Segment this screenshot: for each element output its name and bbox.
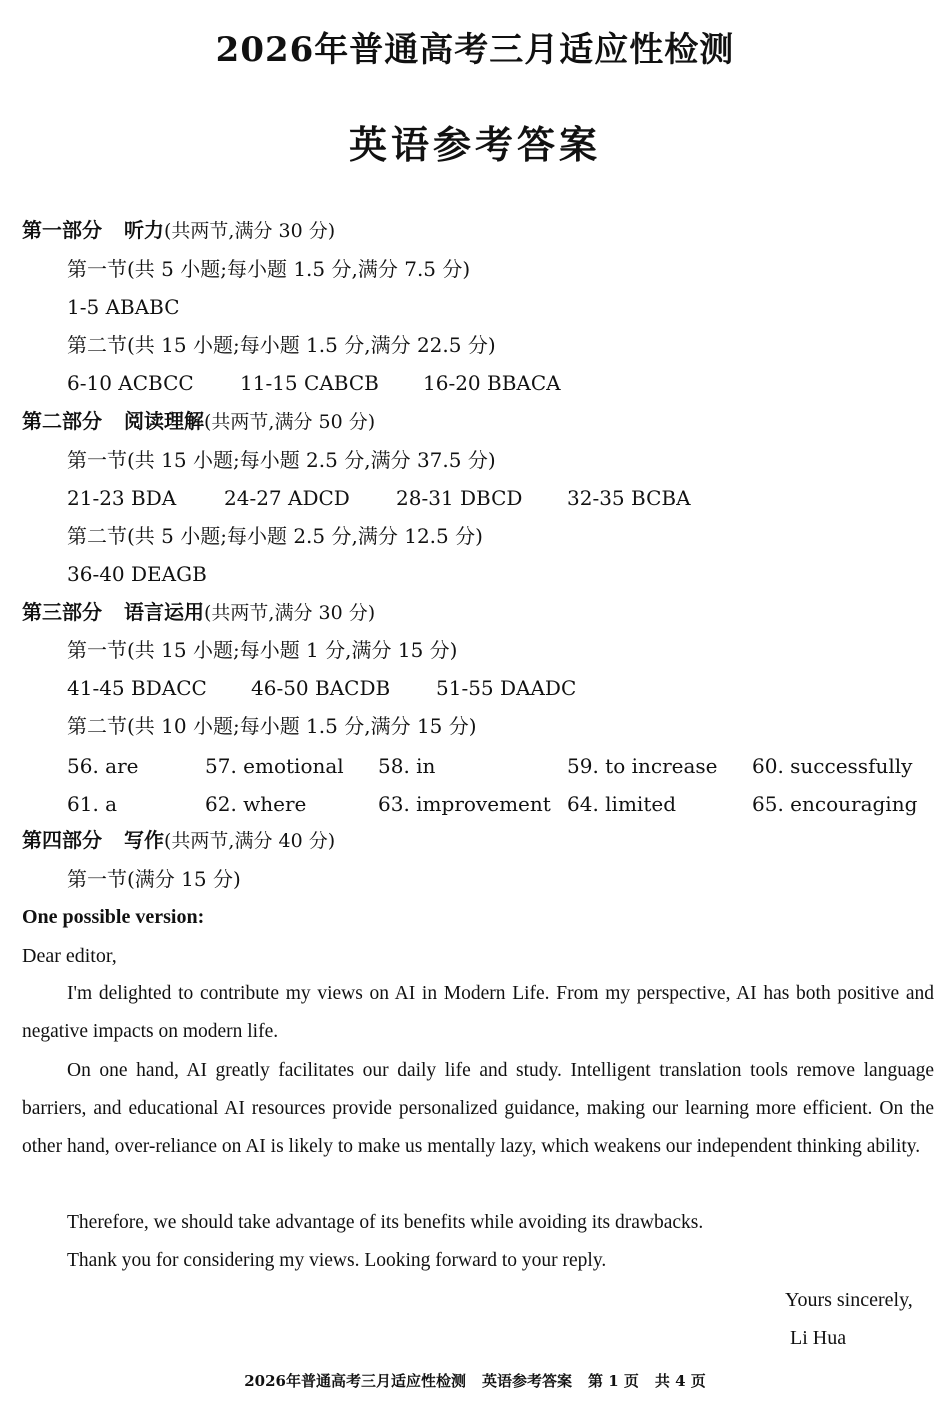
footer-doc: 英语参考答案 <box>481 1372 572 1390</box>
footer-total: 共 4 页 <box>654 1372 706 1390</box>
cloze-answer: 64. limited <box>567 792 676 816</box>
part-label: 第四部分 <box>22 828 102 852</box>
essay-paragraph: On one hand, AI greatly facilitates our daily life and study. Intelligent translation tools remove language barriers, and educational AI resources provide personalized guidance, making our learning more efficient. On the other hand, over-reliance on AI is likely to make us mentally lazy, which weakens our independent thinking ability. <box>22 1060 934 1157</box>
sample-essay-label: One possible version: <box>22 906 205 928</box>
answer-group: 16-20 BBACA <box>423 371 561 395</box>
cloze-answer: 58. in <box>378 754 436 778</box>
answer-group: 1-5 ABABC <box>67 295 180 319</box>
cloze-answer: 63. improvement <box>378 792 551 816</box>
section-title: 第二节(共 5 小题;每小题 2.5 分,满分 12.5 分) <box>67 524 483 548</box>
cloze-answer: 57. emotional <box>205 754 344 778</box>
part-note: (共两节,满分 40 分) <box>164 830 336 852</box>
section-title: 第二节(共 15 小题;每小题 1.5 分,满分 22.5 分) <box>67 333 496 357</box>
section-title: 第二节(共 10 小题;每小题 1.5 分,满分 15 分) <box>67 714 477 738</box>
footer-page: 第 1 页 <box>587 1372 639 1390</box>
footer-exam: 2026年普通高考三月适应性检测 <box>244 1372 466 1390</box>
section-title: 第一节(共 5 小题;每小题 1.5 分,满分 7.5 分) <box>67 257 471 281</box>
section-title: 第一节(共 15 小题;每小题 1 分,满分 15 分) <box>67 638 458 662</box>
answer-group: 28-31 DBCD <box>396 486 523 510</box>
part-label: 第一部分 <box>22 218 102 242</box>
answer-group: 21-23 BDA <box>67 486 177 510</box>
part-name: 语言运用 <box>124 600 204 624</box>
answer-group: 32-35 BCBA <box>567 486 691 510</box>
cloze-answer: 59. to increase <box>567 754 718 778</box>
answer-group: 36-40 DEAGB <box>67 562 207 586</box>
part1-heading <box>22 220 335 241</box>
cloze-answer: 61. a <box>67 792 118 816</box>
essay-greeting: Dear editor, <box>22 945 117 967</box>
part2-heading <box>22 411 375 432</box>
part-label: 第三部分 <box>22 600 102 624</box>
section-title: 第一节(满分 15 分) <box>67 867 241 891</box>
answer-group: 6-10 ACBCC <box>67 371 194 395</box>
answer-group: 11-15 CABCB <box>240 371 379 395</box>
cloze-answer: 56. are <box>67 754 139 778</box>
cloze-answer: 60. successfully <box>752 754 913 778</box>
part-note: (共两节,满分 30 分) <box>164 220 336 242</box>
cloze-answer: 62. where <box>205 792 307 816</box>
answer-group: 41-45 BDACC <box>67 676 207 700</box>
essay-closing: Yours sincerely, <box>785 1289 913 1311</box>
part-note: (共两节,满分 30 分) <box>204 602 376 624</box>
essay-paragraph: I'm delighted to contribute my views on AI in Modern Life. From my perspective, AI has both positive and negative impacts on modern life. <box>22 983 934 1042</box>
answer-group: 46-50 BACDB <box>251 676 391 700</box>
part-name: 阅读理解 <box>124 409 204 433</box>
essay-paragraph: Thank you for considering my views. Looking forward to your reply. <box>67 1250 607 1271</box>
essay-paragraph: Therefore, we should take advantage of its benefits while avoiding its drawbacks. <box>67 1212 704 1233</box>
cloze-answer: 65. encouraging <box>752 792 918 816</box>
page-footer <box>0 1370 950 1391</box>
part3-heading <box>22 602 375 623</box>
exam-title: 2026年普通高考三月适应性检测 <box>215 30 735 70</box>
part4-heading <box>22 830 335 851</box>
part-note: (共两节,满分 50 分) <box>204 411 376 433</box>
answer-group: 24-27 ADCD <box>224 486 350 510</box>
essay-signature: Li Hua <box>790 1327 847 1349</box>
part-label: 第二部分 <box>22 409 102 433</box>
section-title: 第一节(共 15 小题;每小题 2.5 分,满分 37.5 分) <box>67 448 496 472</box>
part-name: 听力 <box>124 218 164 242</box>
document-title: 英语参考答案 <box>348 122 601 167</box>
part-name: 写作 <box>124 828 164 852</box>
answer-group: 51-55 DAADC <box>436 676 577 700</box>
